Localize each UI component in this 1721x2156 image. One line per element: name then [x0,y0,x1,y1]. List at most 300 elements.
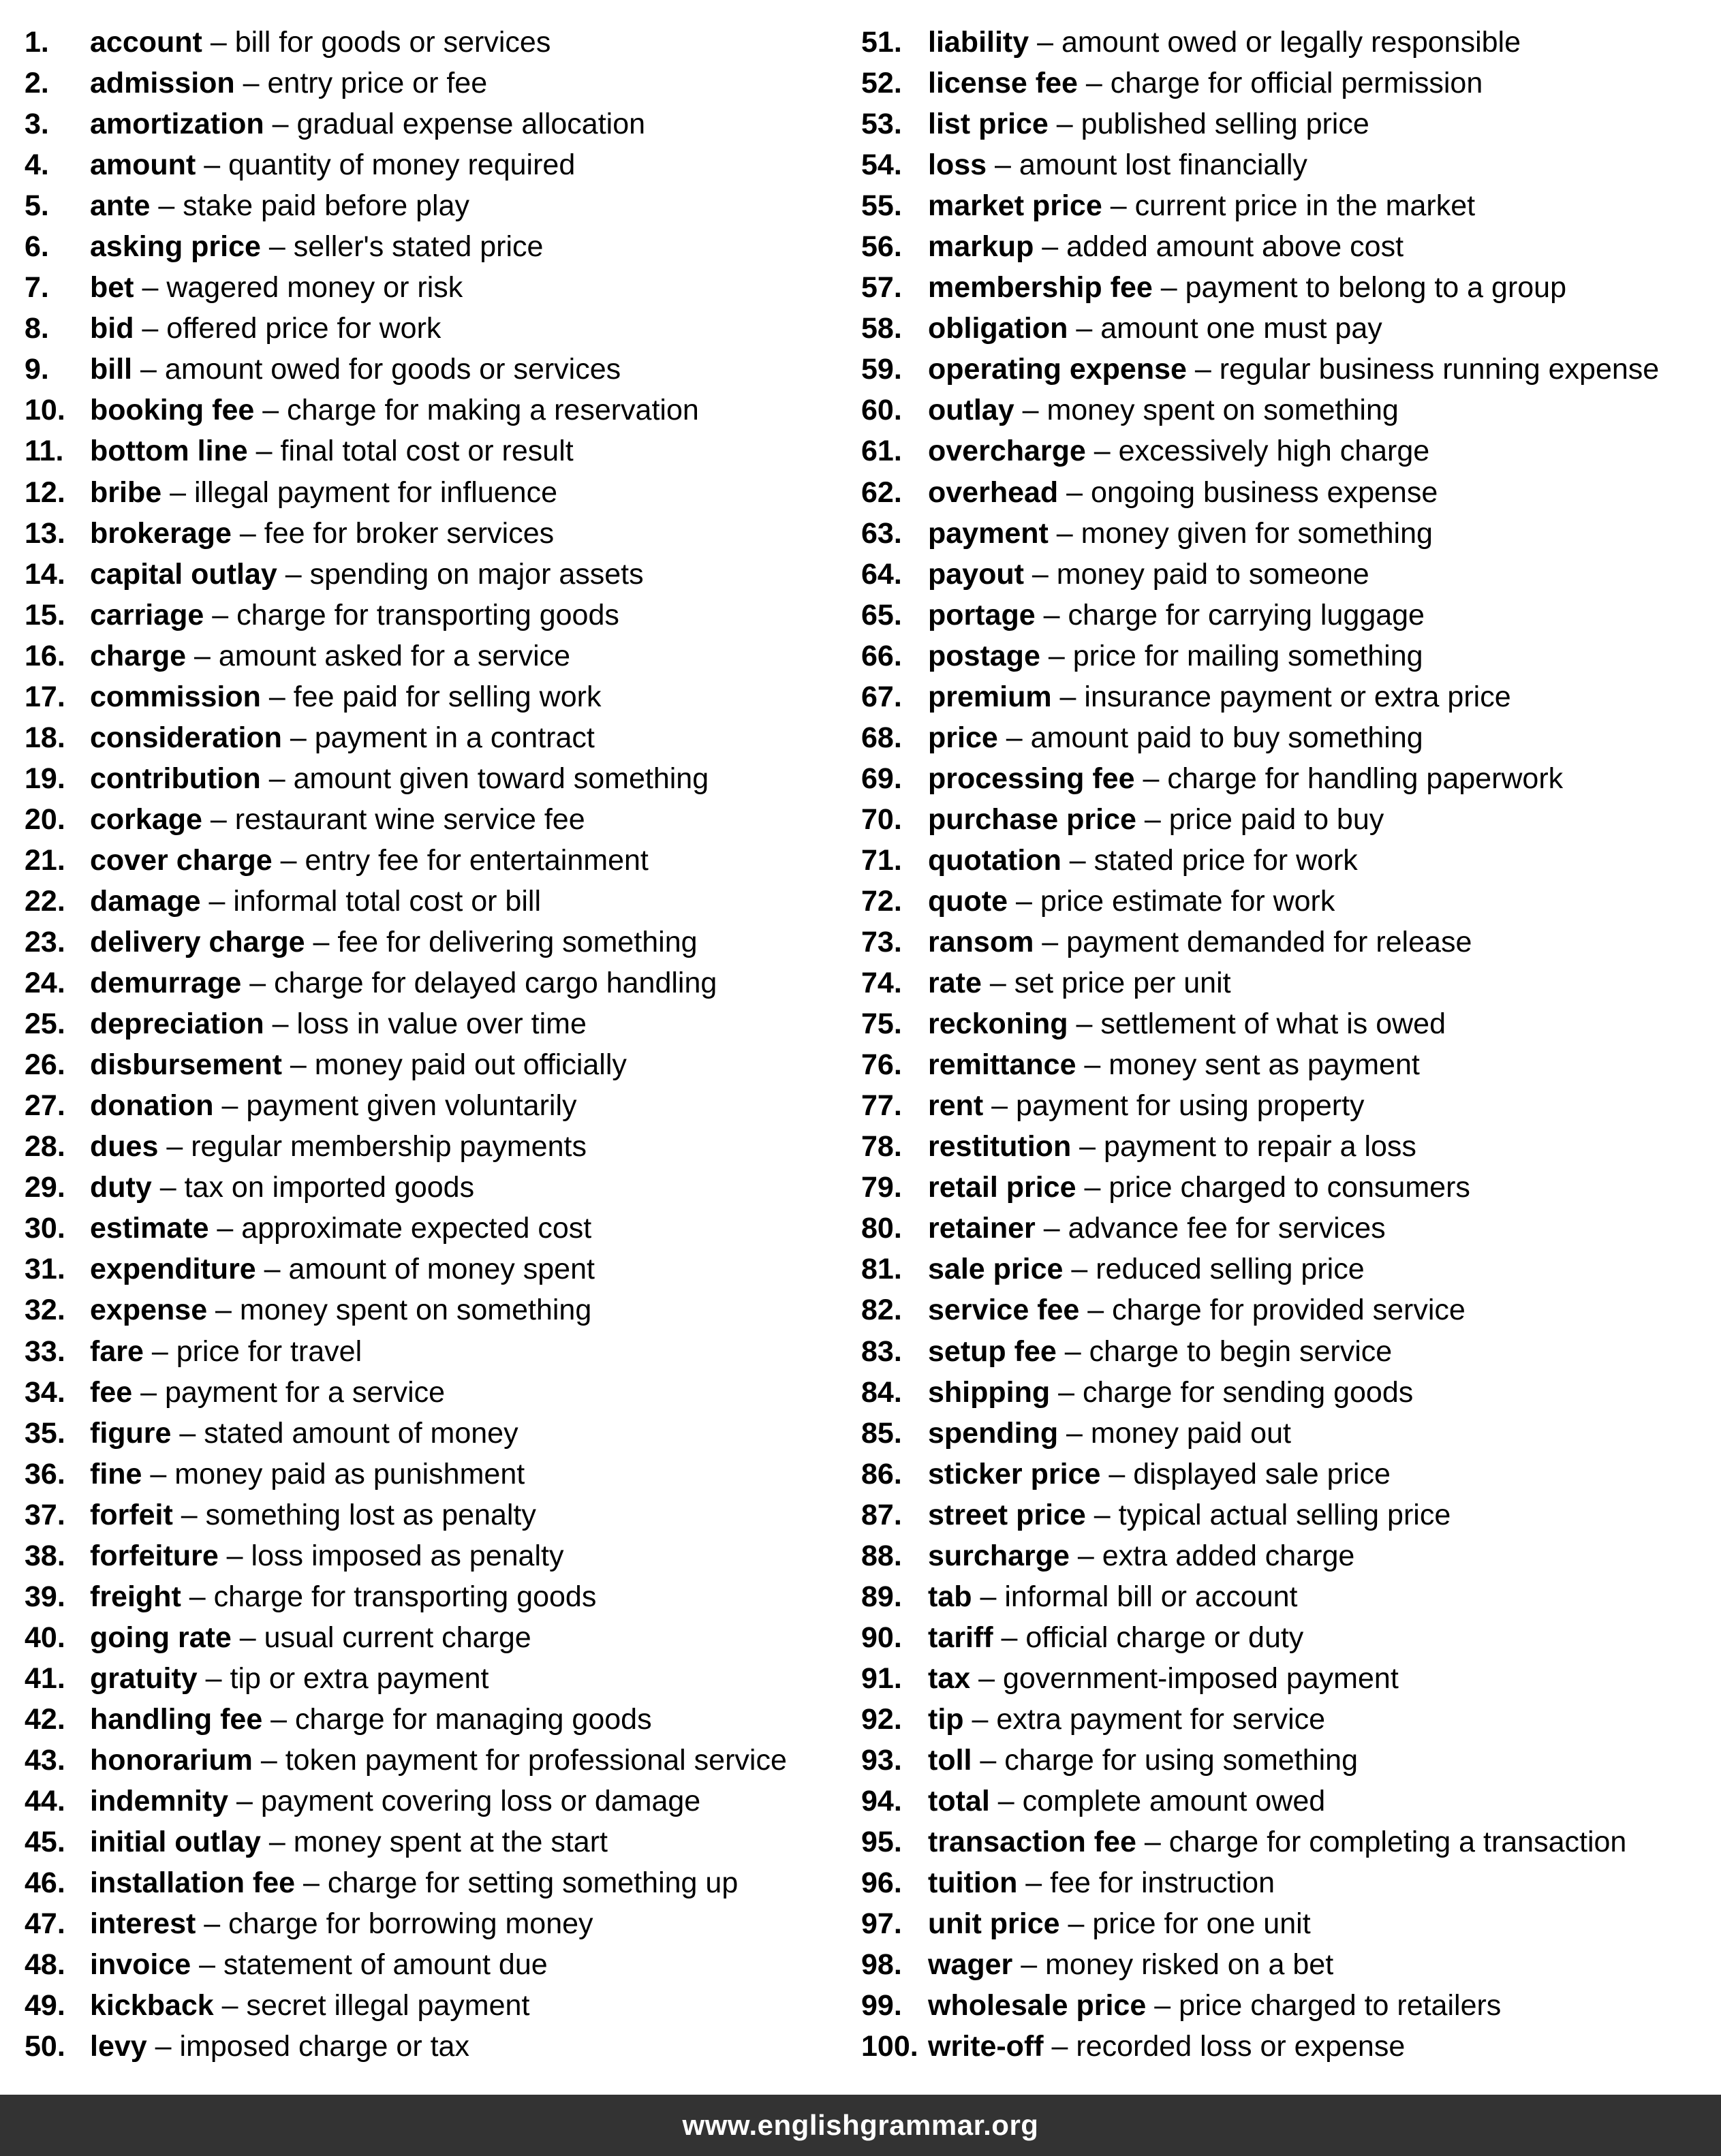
item-separator: – [1035,1212,1068,1245]
item-term: payment [928,516,1049,550]
item-definition: charge for handling paperwork [1167,762,1564,795]
item-definition: money paid to someone [1056,557,1369,591]
item-definition: loss imposed as penalty [251,1539,564,1572]
item-number: 10. [25,394,65,427]
item-term: commission [90,680,261,713]
item-term: booking fee [90,394,255,427]
word-list-item [25,1454,842,1495]
item-separator: – [218,1539,251,1572]
item-number: 100. [861,2030,918,2063]
item-definition: offered price for work [166,312,441,345]
item-definition: stake paid before play [183,189,469,223]
item-term: write-off [928,2030,1044,2063]
item-definition: charge for completing a transaction [1168,1826,1627,1859]
word-list-item [861,881,1721,922]
item-number: 36. [25,1457,65,1490]
item-definition: stated amount of money [204,1416,518,1450]
word-list-item [25,554,842,595]
word-list-item [861,717,1721,758]
website-url: www.englishgrammar.org [682,2109,1039,2141]
item-separator: – [260,230,294,264]
item-number: 7. [25,271,49,304]
word-list-item [25,1862,842,1903]
word-list-item [861,636,1721,676]
item-number: 50. [25,2030,65,2063]
item-definition: charge for using something [1004,1743,1358,1777]
item-definition: amount owed or legally responsible [1061,26,1521,59]
item-definition: amount paid to buy something [1030,721,1423,754]
item-number: 74. [861,967,902,1000]
item-term: bottom line [90,435,248,468]
item-separator: – [161,475,194,509]
item-term: invoice [90,1948,191,1982]
item-separator: – [196,1907,229,1941]
word-list-item [25,390,842,431]
item-definition: informal total cost or bill [233,884,541,918]
item-separator: – [1136,802,1169,836]
item-separator: – [972,1580,1005,1613]
item-term: obligation [928,312,1068,345]
item-term: dues [90,1130,159,1163]
item-number: 8. [25,312,49,345]
item-term: forfeiture [90,1539,219,1572]
item-separator: – [281,721,315,754]
item-number: 84. [861,1375,902,1409]
item-separator: – [142,1457,175,1490]
item-definition: fee for delivering something [337,926,698,959]
item-number: 23. [25,926,65,959]
item-number: 56. [861,230,902,264]
item-term: admission [90,67,235,100]
word-list-item [25,308,842,349]
item-term: list price [928,108,1049,141]
word-list-item [861,595,1721,636]
item-term: premium [928,680,1052,713]
item-separator: – [262,1702,296,1736]
word-list-item [861,1003,1721,1044]
item-separator: – [1079,1294,1113,1327]
item-definition: price charged to retailers [1179,1989,1502,2022]
item-separator: – [963,1702,997,1736]
item-definition: set price per unit [1014,967,1231,1000]
item-definition: token payment for professional service [285,1743,787,1777]
word-list-item [25,2026,842,2067]
item-definition: payment to repair a loss [1104,1130,1416,1163]
item-number: 58. [861,312,902,345]
item-separator: – [1068,312,1101,345]
item-separator: – [1076,1048,1109,1082]
item-number: 17. [25,680,65,713]
item-number: 53. [861,108,902,141]
item-separator: – [1085,435,1119,468]
word-list-item [861,554,1721,595]
word-list-item [861,472,1721,513]
item-definition: usual current charge [264,1621,531,1654]
item-definition: reduced selling price [1096,1253,1365,1286]
word-list-item [861,431,1721,471]
item-number: 20. [25,802,65,836]
item-definition: payment for a service [164,1375,446,1409]
item-definition: excessively high charge [1118,435,1430,468]
item-definition: payment demanded for release [1066,926,1472,959]
item-term: wager [928,1948,1013,1982]
item-separator: – [305,926,338,959]
item-number: 40. [25,1621,65,1654]
item-term: toll [928,1743,972,1777]
word-list-item [861,1822,1721,1862]
item-definition: wagered money or risk [166,271,463,304]
item-number: 82. [861,1294,902,1327]
item-separator: – [213,1989,247,2022]
word-list-item [25,717,842,758]
item-term: kickback [90,1989,214,2022]
item-definition: extra payment for service [996,1702,1326,1736]
item-number: 18. [25,721,65,754]
item-number: 59. [861,353,902,386]
item-separator: – [1102,189,1135,223]
item-term: freight [90,1580,181,1613]
item-separator: – [132,1375,165,1409]
item-term: gratuity [90,1661,198,1695]
item-term: damage [90,884,201,918]
item-definition: added amount above cost [1066,230,1404,264]
item-number: 88. [861,1539,902,1572]
item-separator: – [213,1089,247,1123]
item-term: setup fee [928,1334,1057,1368]
word-list-item [861,676,1721,717]
item-separator: – [983,1089,1017,1123]
item-definition: money paid out [1090,1416,1291,1450]
item-definition: amount of money spent [288,1253,595,1286]
item-separator: – [208,1212,242,1245]
item-term: delivery charge [90,926,305,959]
item-number: 9. [25,353,49,386]
item-definition: money paid out officially [314,1048,627,1082]
item-definition: approximate expected cost [241,1212,592,1245]
item-definition: price for mailing something [1072,639,1423,672]
item-separator: – [1136,1826,1169,1859]
item-definition: price for one unit [1092,1907,1311,1941]
word-list-item [861,1862,1721,1903]
item-separator: – [1040,639,1073,672]
item-separator: – [1050,1375,1083,1409]
item-separator: – [150,189,183,223]
word-list-item [25,922,842,963]
item-definition: charge to begin service [1089,1334,1393,1368]
item-term: consideration [90,721,282,754]
item-number: 12. [25,475,65,509]
item-term: contribution [90,762,261,795]
item-definition: money paid as punishment [174,1457,525,1490]
item-separator: – [204,598,237,631]
word-list-item [25,1617,842,1658]
word-list-item [861,1249,1721,1290]
word-list-item [861,2026,1721,2067]
word-list-item [25,1495,842,1535]
item-separator: – [1186,353,1220,386]
word-list-item [25,63,842,104]
item-term: transaction fee [928,1826,1136,1859]
item-number: 87. [861,1498,902,1531]
item-number: 52. [861,67,902,100]
item-term: license fee [928,67,1078,100]
item-separator: – [200,884,234,918]
item-number: 26. [25,1048,65,1082]
item-definition: extra added charge [1102,1539,1355,1572]
item-separator: – [1043,2030,1076,2063]
item-separator: – [987,149,1019,182]
word-list-item [25,472,842,513]
item-number: 93. [861,1743,902,1777]
item-number: 49. [25,1989,65,2022]
item-number: 16. [25,639,65,672]
word-list-item [861,1208,1721,1249]
item-term: fine [90,1457,142,1490]
item-separator: – [186,639,219,672]
item-definition: payment covering loss or damage [260,1785,701,1818]
item-term: overhead [928,475,1059,509]
item-separator: – [989,1785,1023,1818]
item-separator: – [202,802,235,836]
word-list-item [861,1413,1721,1454]
item-number: 48. [25,1948,65,1982]
item-term: street price [928,1498,1086,1531]
word-list-item [25,1781,842,1822]
item-term: interest [90,1907,196,1941]
word-list-item [861,758,1721,799]
item-definition: ongoing business expense [1091,475,1438,509]
item-separator: – [1048,516,1081,550]
word-list-item [861,185,1721,226]
item-number: 66. [861,639,902,672]
item-separator: – [172,1498,206,1531]
item-term: processing fee [928,762,1135,795]
word-list-item [25,1372,842,1413]
word-list-item [861,1044,1721,1085]
word-list-item [861,1903,1721,1944]
item-definition: amount given toward something [293,762,709,795]
item-separator: – [158,1130,191,1163]
item-number: 69. [861,762,902,795]
item-separator: – [171,1416,204,1450]
item-separator: – [255,1253,289,1286]
item-number: 81. [861,1253,902,1286]
item-number: 98. [861,1948,902,1982]
item-separator: – [228,1785,261,1818]
item-separator: – [264,108,297,141]
item-term: unit price [928,1907,1060,1941]
word-list-item [861,1290,1721,1330]
word-list-item [25,1167,842,1208]
item-number: 31. [25,1253,65,1286]
item-definition: charge for setting something up [327,1866,739,1900]
word-list-item [861,22,1721,63]
word-list-item [861,922,1721,963]
item-term: market price [928,189,1102,223]
item-number: 41. [25,1661,65,1695]
item-separator: – [1085,1498,1119,1531]
item-term: account [90,26,202,59]
word-list-item [861,144,1721,185]
item-term: surcharge [928,1539,1070,1572]
word-list-item [25,1535,842,1576]
word-list-item [25,513,842,554]
item-separator: – [1014,394,1047,427]
item-separator: – [1012,1948,1046,1982]
item-number: 46. [25,1866,65,1900]
item-term: payout [928,557,1024,591]
item-definition: charge for managing goods [295,1702,652,1736]
item-definition: government-imposed payment [1002,1661,1399,1695]
item-number: 19. [25,762,65,795]
word-list-item [861,1617,1721,1658]
item-term: tariff [928,1621,993,1654]
item-number: 24. [25,967,65,1000]
item-definition: money spent at the start [293,1826,608,1859]
item-separator: – [272,843,305,877]
item-definition: charge for delayed cargo handling [274,967,717,1000]
word-list-item [861,1085,1721,1126]
item-definition: recorded loss or expense [1076,2030,1406,2063]
item-term: markup [928,230,1034,264]
item-term: ransom [928,926,1034,959]
item-separator: – [134,312,167,345]
item-definition: complete amount owed [1022,1785,1326,1818]
item-term: shipping [928,1375,1051,1409]
item-separator: – [1017,1866,1051,1900]
word-list-item [861,513,1721,554]
item-number: 27. [25,1089,65,1123]
item-term: membership fee [928,271,1153,304]
item-definition: money risked on a bet [1045,1948,1334,1982]
item-number: 65. [861,598,902,631]
item-separator: – [260,1826,294,1859]
word-list-item [861,1944,1721,1985]
item-separator: – [231,516,264,550]
item-number: 76. [861,1048,902,1082]
item-number: 54. [861,149,902,182]
word-list-item [861,308,1721,349]
word-list-column-left [25,22,842,2067]
item-number: 34. [25,1375,65,1409]
item-number: 90. [861,1621,902,1654]
item-definition: payment in a contract [314,721,595,754]
item-number: 83. [861,1334,902,1368]
item-definition: settlement of what is owed [1100,1007,1446,1041]
item-number: 78. [861,1130,902,1163]
item-term: bid [90,312,134,345]
word-list-item [861,1454,1721,1495]
item-term: service fee [928,1294,1080,1327]
item-definition: advance fee for services [1068,1212,1386,1245]
item-definition: stated price for work [1094,843,1358,877]
word-list-item [25,1003,842,1044]
item-definition: tip or extra payment [230,1661,489,1695]
item-number: 92. [861,1702,902,1736]
word-list-item [861,349,1721,390]
item-separator: – [277,557,310,591]
item-separator: – [981,967,1014,1000]
item-definition: charge for provided service [1112,1294,1466,1327]
item-separator: – [970,1661,1003,1695]
item-separator: – [264,1007,297,1041]
word-list-item [861,1740,1721,1781]
item-separator: – [260,680,294,713]
item-definition: regular business running expense [1219,353,1660,386]
item-term: sticker price [928,1457,1101,1490]
item-definition: entry fee for entertainment [305,843,649,877]
word-list-item [861,1781,1721,1822]
item-term: bill [90,353,133,386]
word-list-item [25,595,842,636]
item-definition: typical actual selling price [1118,1498,1451,1531]
item-separator: – [1063,1253,1096,1286]
item-number: 15. [25,598,65,631]
item-definition: loss in value over time [296,1007,587,1041]
item-definition: bill for goods or services [234,26,551,59]
item-term: bet [90,271,134,304]
item-number: 73. [861,926,902,959]
item-term: asking price [90,230,261,264]
item-term: estimate [90,1212,209,1245]
item-separator: – [1035,598,1068,631]
item-number: 37. [25,1498,65,1531]
item-separator: – [1058,1416,1091,1450]
item-separator: – [1146,1989,1179,2022]
item-separator: – [1100,1457,1134,1490]
item-definition: charge for carrying luggage [1068,598,1425,631]
item-term: corkage [90,802,202,836]
item-number: 39. [25,1580,65,1613]
item-term: fee [90,1375,133,1409]
item-separator: – [1051,680,1085,713]
item-term: indemnity [90,1785,229,1818]
item-definition: current price in the market [1134,189,1476,223]
item-number: 94. [861,1785,902,1818]
item-number: 51. [861,26,902,59]
item-definition: charge for making a reservation [287,394,699,427]
item-separator: – [295,1866,328,1900]
item-definition: money given for something [1081,516,1433,550]
item-separator: – [241,967,275,1000]
item-separator: – [1034,926,1067,959]
item-definition: spending on major assets [309,557,644,591]
word-list-item [861,1372,1721,1413]
item-number: 85. [861,1416,902,1450]
item-separator: – [1068,1007,1101,1041]
item-definition: charge for transporting goods [213,1580,597,1613]
item-separator: – [196,149,229,182]
item-number: 86. [861,1457,902,1490]
item-separator: – [1008,884,1040,918]
word-list-item [25,1822,842,1862]
item-term: quotation [928,843,1061,877]
item-definition: price for travel [176,1334,362,1368]
item-separator: – [1023,557,1057,591]
word-list-item [861,104,1721,144]
item-definition: entry price or fee [267,67,488,100]
item-number: 4. [25,149,49,182]
item-term: capital outlay [90,557,277,591]
item-term: postage [928,639,1040,672]
item-separator: – [143,1334,176,1368]
item-number: 14. [25,557,65,591]
item-separator: – [1048,108,1081,141]
item-definition: restaurant wine service fee [234,802,585,836]
word-list-item [25,1249,842,1290]
item-definition: fee paid for selling work [293,680,602,713]
item-definition: final total cost or result [280,435,574,468]
